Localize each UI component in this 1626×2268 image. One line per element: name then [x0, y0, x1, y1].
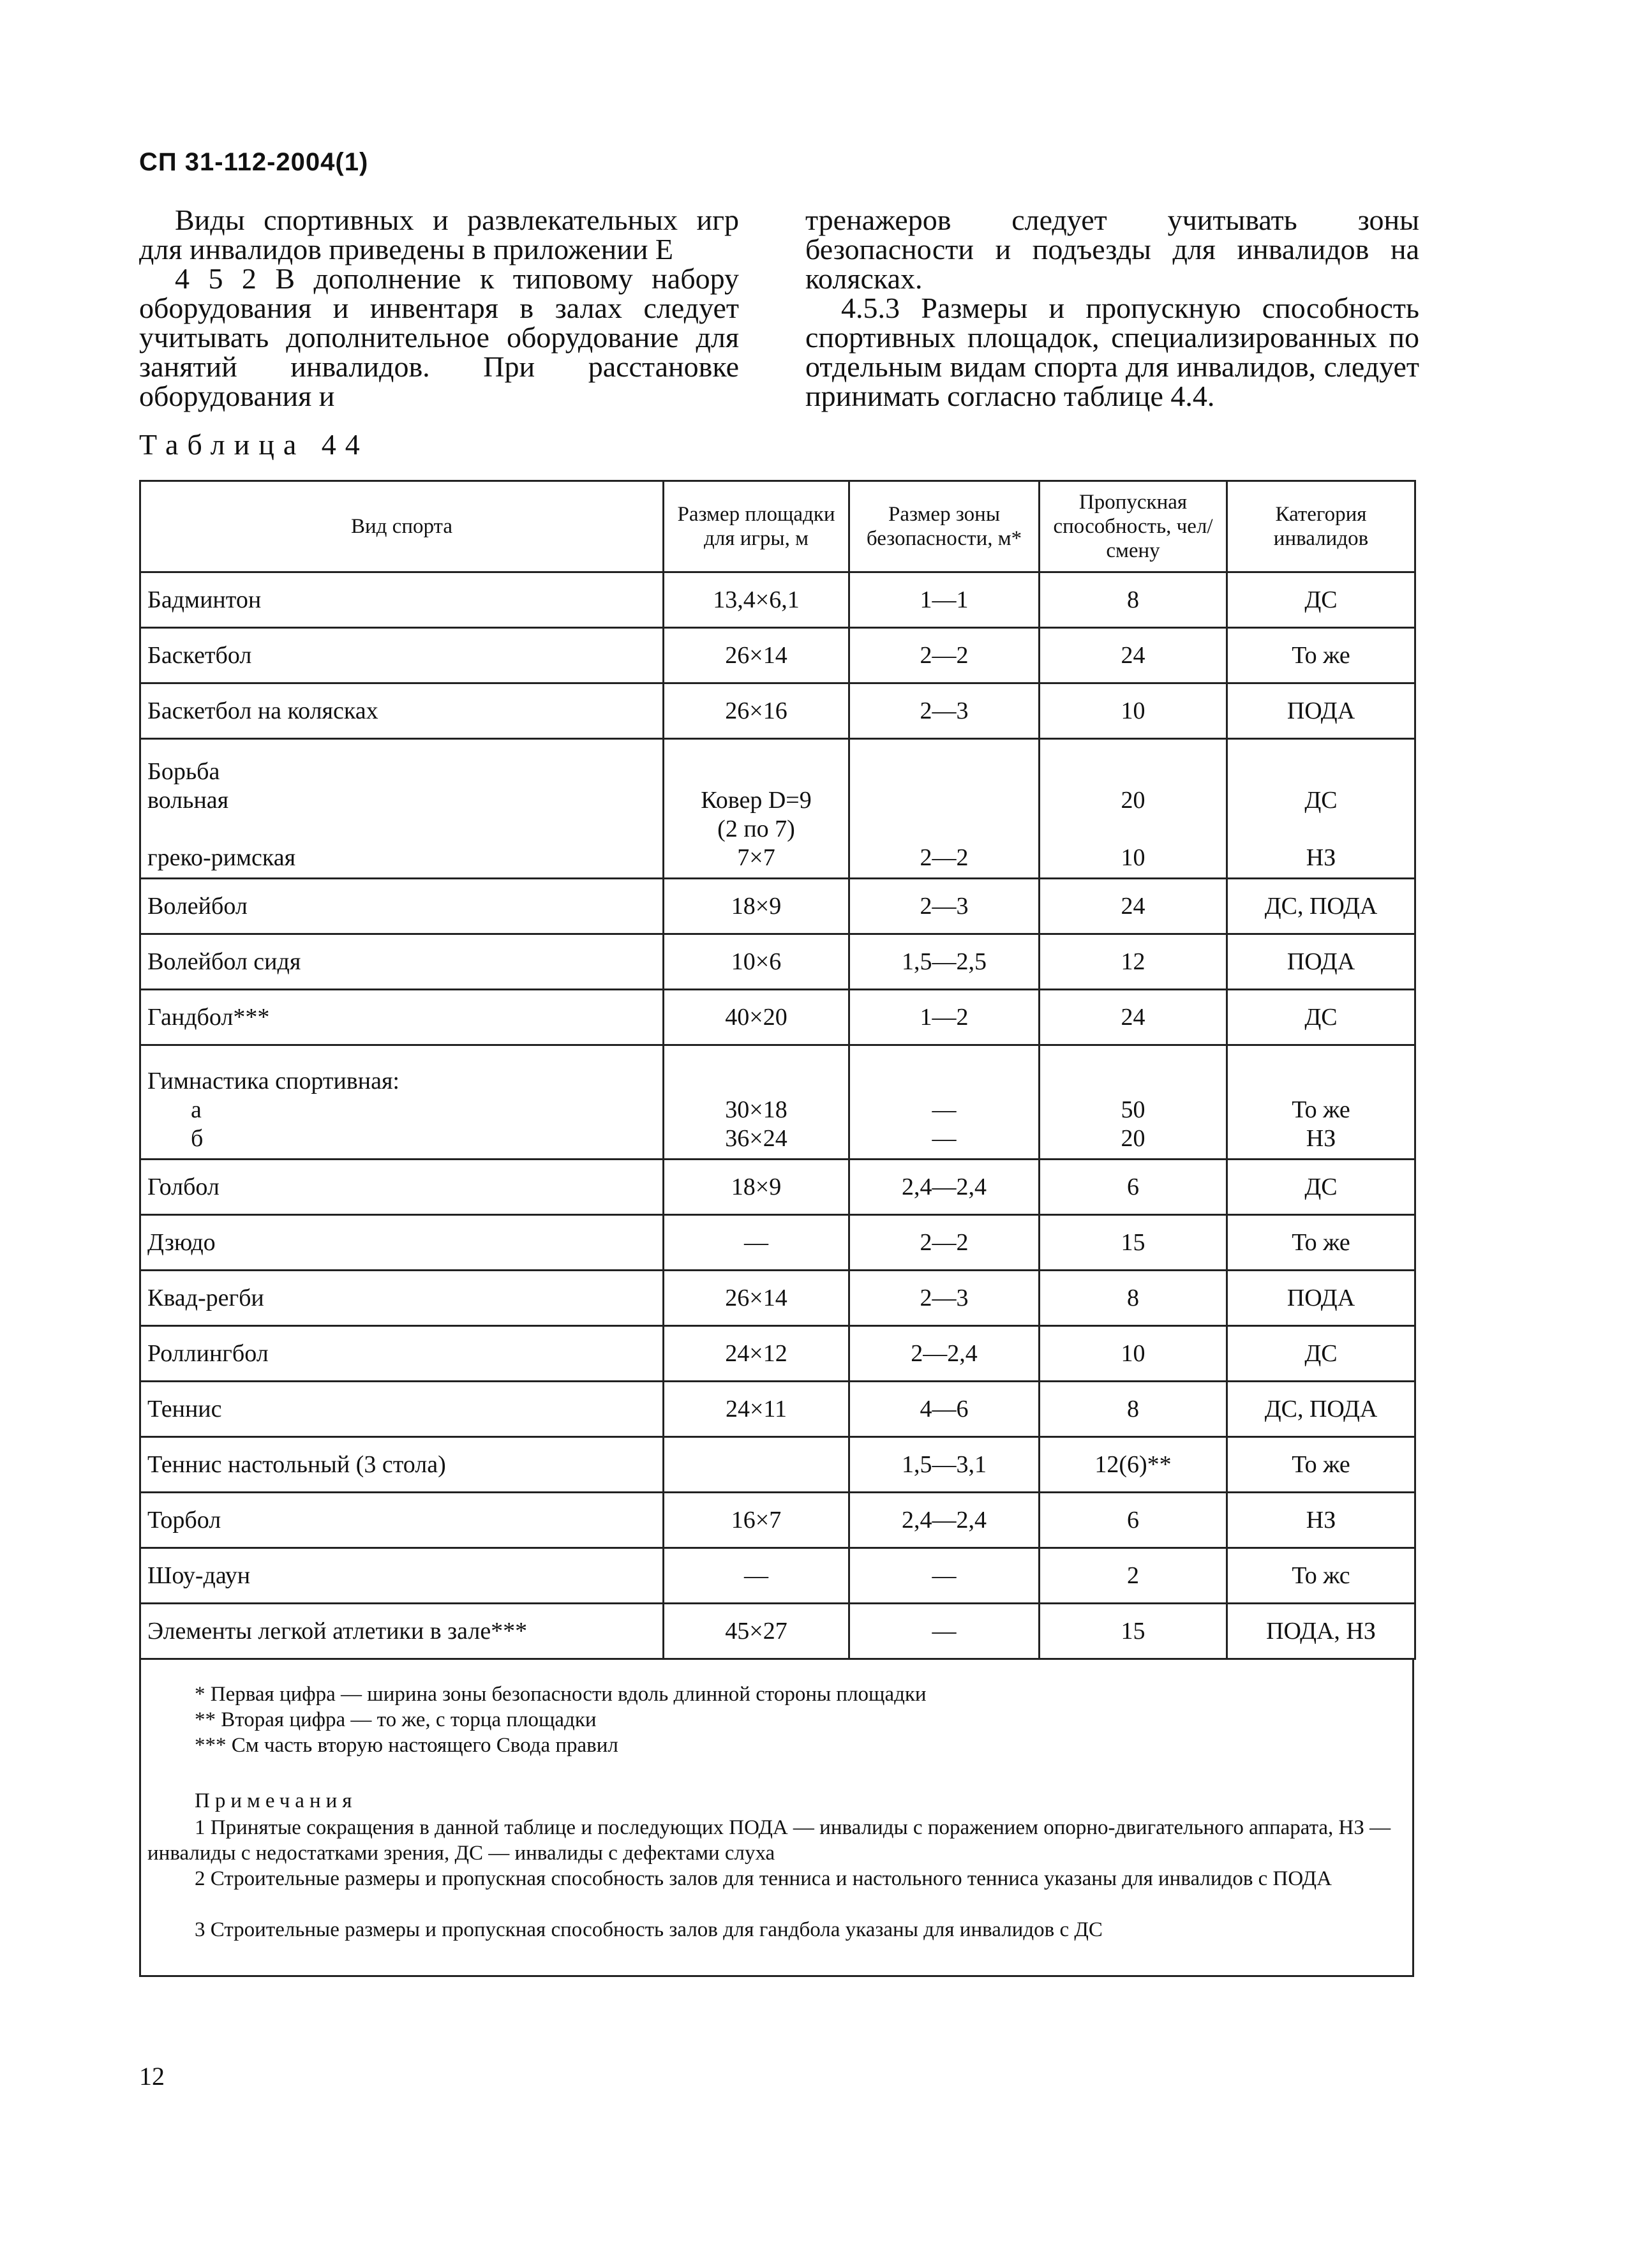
cell-zone: 1,5—2,5	[849, 934, 1040, 990]
table-row	[140, 1493, 1415, 1548]
table-row	[140, 990, 1415, 1045]
table-row	[140, 1604, 1415, 1659]
cell-category: То же	[1227, 628, 1415, 683]
column-header: Категория инвалидов	[1227, 481, 1415, 572]
cell-capacity: 6	[1040, 1493, 1227, 1548]
wrestling-category-free: ДС	[1304, 787, 1338, 814]
cell-category: ДС	[1227, 1160, 1415, 1215]
cell-zone: 2—3	[849, 1271, 1040, 1326]
cell-sport: Баскетбол	[140, 628, 664, 683]
cell-category: ДС, ПОДА	[1227, 1382, 1415, 1437]
cell-sport: Торбол	[140, 1493, 664, 1548]
cell-capacity: 12(6)**	[1040, 1437, 1227, 1493]
spacer	[1040, 815, 1226, 844]
cell-capacity: 8	[1040, 572, 1227, 628]
cell-capacity: 10	[1040, 1326, 1227, 1382]
gymnastics-a: а	[191, 1096, 202, 1123]
cell-sport: Баскетбол на колясках	[140, 683, 664, 739]
document-code: СП 31-112-2004(1)	[139, 148, 369, 176]
cell-size: 18×9	[664, 879, 849, 934]
cell-capacity: 12	[1040, 934, 1227, 990]
footnote: *** См часть вторую настоящего Свода правил	[195, 1734, 618, 1757]
paragraph: тренажеров следует учитывать зоны безопасности и подъезды для инвалидов на колясках.	[805, 204, 1419, 295]
gymnastics-size-b: 36×24	[725, 1125, 787, 1152]
cell-capacity: 2	[1040, 1548, 1227, 1604]
cell-sport	[140, 739, 664, 879]
column-header: Размер площадки для игры, м	[664, 481, 849, 572]
cell-sport: Элементы легкой атлетики в зале***	[140, 1604, 664, 1659]
cell-category: ДС	[1227, 990, 1415, 1045]
footnote: * Первая цифра — ширина зоны безопасности вдоль длинной стороны площадки	[195, 1683, 927, 1706]
wrestling-greco: греко-римская	[147, 844, 296, 871]
table-notes	[139, 1660, 1414, 1977]
page-number: 12	[139, 2062, 165, 2091]
cell-category: То же	[1227, 1437, 1415, 1493]
right-column	[805, 205, 1419, 411]
cell-sport: Волейбол	[140, 879, 664, 934]
gymnastics-zone-a: —	[932, 1096, 957, 1123]
cell-size: 24×11	[664, 1382, 849, 1437]
cell-zone: 2,4—2,4	[849, 1160, 1040, 1215]
cell-capacity: 24	[1040, 628, 1227, 683]
cell-size: 16×7	[664, 1493, 849, 1548]
table-row	[140, 934, 1415, 990]
table-row	[140, 683, 1415, 739]
cell-category: То жс	[1227, 1548, 1415, 1604]
note-item: 3 Строительные размеры и пропускная способность залов для гандбола указаны для инвалидов с ДС	[195, 1918, 1103, 1941]
table-caption: Таблица 44	[139, 428, 369, 461]
gymnastics-size-a: 30×18	[725, 1096, 787, 1123]
cell-sport: Голбол	[140, 1160, 664, 1215]
wrestling-zone: 2—2	[920, 844, 969, 871]
cell-zone: 1,5—3,1	[849, 1437, 1040, 1493]
cell-sport: Теннис	[140, 1382, 664, 1437]
cell-sport: Теннис настольный (3 стола)	[140, 1437, 664, 1493]
cell-size: 40×20	[664, 990, 849, 1045]
cell-size: 18×9	[664, 1160, 849, 1215]
cell-zone: 2—2	[849, 1215, 1040, 1271]
gymnastics-category-a: То же	[1292, 1096, 1350, 1123]
spacer	[1228, 815, 1414, 844]
cell-size	[664, 1045, 849, 1160]
footnote: ** Вторая цифра — то же, с торца площадки	[195, 1708, 597, 1731]
cell-size: —	[664, 1215, 849, 1271]
gymnastics-category-b: НЗ	[1306, 1125, 1336, 1152]
cell-category: ДС	[1227, 1326, 1415, 1382]
cell-capacity	[1040, 739, 1227, 879]
cell-category: ПОДА	[1227, 934, 1415, 990]
paragraph: Виды спортивных и развлекательных игр для инвалидов приведены в приложении Е	[139, 204, 739, 265]
cell-zone: 2—3	[849, 683, 1040, 739]
cell-size: 26×16	[664, 683, 849, 739]
note-item: 2 Строительные размеры и пропускная способность залов для тенниса и настольного тенниса указаны для инвалидов с ПОДА	[195, 1867, 1332, 1890]
cell-category: ДС, ПОДА	[1227, 879, 1415, 934]
cell-category: То же	[1227, 1215, 1415, 1271]
table-row	[140, 1271, 1415, 1326]
cell-size: 10×6	[664, 934, 849, 990]
cell-zone: —	[849, 1604, 1040, 1659]
cell-capacity: 6	[1040, 1160, 1227, 1215]
table-row	[140, 1215, 1415, 1271]
wrestling-size-1: Ковер D=9	[701, 787, 812, 814]
wrestling-free: вольная	[147, 787, 229, 814]
cell-capacity: 24	[1040, 990, 1227, 1045]
cell-size	[664, 739, 849, 879]
cell-category: ПОДА	[1227, 1271, 1415, 1326]
cell-sport: Шоу-даун	[140, 1548, 664, 1604]
cell-size: 24×12	[664, 1326, 849, 1382]
cell-size: —	[664, 1548, 849, 1604]
table-row-gymnastics	[140, 1045, 1415, 1160]
cell-capacity	[1040, 1045, 1227, 1160]
cell-sport	[140, 1045, 664, 1160]
column-header: Пропускная способность, чел/смену	[1040, 481, 1227, 572]
cell-zone: 2—2	[849, 628, 1040, 683]
table-row	[140, 1326, 1415, 1382]
cell-sport: Дзюдо	[140, 1215, 664, 1271]
gymnastics-capacity-b: 20	[1121, 1125, 1145, 1152]
cell-sport: Волейбол сидя	[140, 934, 664, 990]
column-header: Вид спорта	[140, 481, 664, 572]
cell-size: 13,4×6,1	[664, 572, 849, 628]
table-row	[140, 572, 1415, 628]
cell-size	[664, 1437, 849, 1493]
note-item: 1 Принятые сокращения в данной таблице и последующих ПОДА — инвалиды с поражением опорно-двигательного аппарата, НЗ — инвалиды с недостатками зрения, ДС — инвалиды с дефектами слуха	[147, 1816, 1391, 1865]
cell-capacity: 24	[1040, 879, 1227, 934]
cell-category	[1227, 739, 1415, 879]
cell-category: ПОДА, НЗ	[1227, 1604, 1415, 1659]
sports-table	[139, 480, 1414, 1977]
notes-title: Примечания	[195, 1789, 357, 1812]
column-header: Размер зоны безопасности, м*	[849, 481, 1040, 572]
table-row-wrestling	[140, 739, 1415, 879]
spacer	[147, 815, 662, 844]
cell-sport: Гандбол***	[140, 990, 664, 1045]
cell-sport: Роллингбол	[140, 1326, 664, 1382]
gymnastics-title: Гимнастика спортивная:	[147, 1068, 399, 1094]
table-row	[140, 879, 1415, 934]
cell-category: НЗ	[1227, 1493, 1415, 1548]
cell-zone: 2—3	[849, 879, 1040, 934]
paragraph: 4.5.3 Размеры и пропускную способность спортивных площадок, специализированных по отдельным видам спорта для инвалидов, следует принимать согласно таблице 4.4.	[805, 292, 1419, 412]
cell-capacity: 15	[1040, 1215, 1227, 1271]
wrestling-capacity-free: 20	[1121, 787, 1145, 814]
wrestling-size-3: 7×7	[737, 844, 775, 871]
cell-capacity: 15	[1040, 1604, 1227, 1659]
wrestling-capacity-greco: 10	[1121, 844, 1145, 871]
table-row	[140, 1160, 1415, 1215]
cell-sport: Бадминтон	[140, 572, 664, 628]
cell-zone	[849, 739, 1040, 879]
wrestling-title: Борьба	[147, 758, 220, 785]
wrestling-category-greco: НЗ	[1306, 844, 1336, 871]
cell-size: 26×14	[664, 628, 849, 683]
cell-zone: 2—2,4	[849, 1326, 1040, 1382]
table-header-row	[140, 481, 1415, 572]
cell-zone: 1—2	[849, 990, 1040, 1045]
cell-zone: —	[849, 1548, 1040, 1604]
wrestling-size-2: (2 по 7)	[717, 816, 795, 842]
cell-sport: Квад-регби	[140, 1271, 664, 1326]
cell-capacity: 10	[1040, 683, 1227, 739]
cell-capacity: 8	[1040, 1382, 1227, 1437]
gymnastics-capacity-a: 50	[1121, 1096, 1145, 1123]
cell-zone: 4—6	[849, 1382, 1040, 1437]
cell-zone: 1—1	[849, 572, 1040, 628]
cell-size: 45×27	[664, 1604, 849, 1659]
cell-size: 26×14	[664, 1271, 849, 1326]
cell-zone	[849, 1045, 1040, 1160]
table-row	[140, 1548, 1415, 1604]
gymnastics-zone-b: —	[932, 1125, 957, 1152]
gymnastics-b: б	[191, 1125, 204, 1152]
cell-category	[1227, 1045, 1415, 1160]
table-row	[140, 1382, 1415, 1437]
cell-category: ДС	[1227, 572, 1415, 628]
paragraph: 4 5 2 В дополнение к типовому набору оборудования и инвентаря в залах следует учитывать дополнительное оборудование для занятий инвалидов. При расстановке оборудования и	[139, 262, 739, 412]
cell-zone: 2,4—2,4	[849, 1493, 1040, 1548]
left-column	[139, 205, 739, 411]
cell-capacity: 8	[1040, 1271, 1227, 1326]
table-row	[140, 628, 1415, 683]
cell-category: ПОДА	[1227, 683, 1415, 739]
table-row	[140, 1437, 1415, 1493]
